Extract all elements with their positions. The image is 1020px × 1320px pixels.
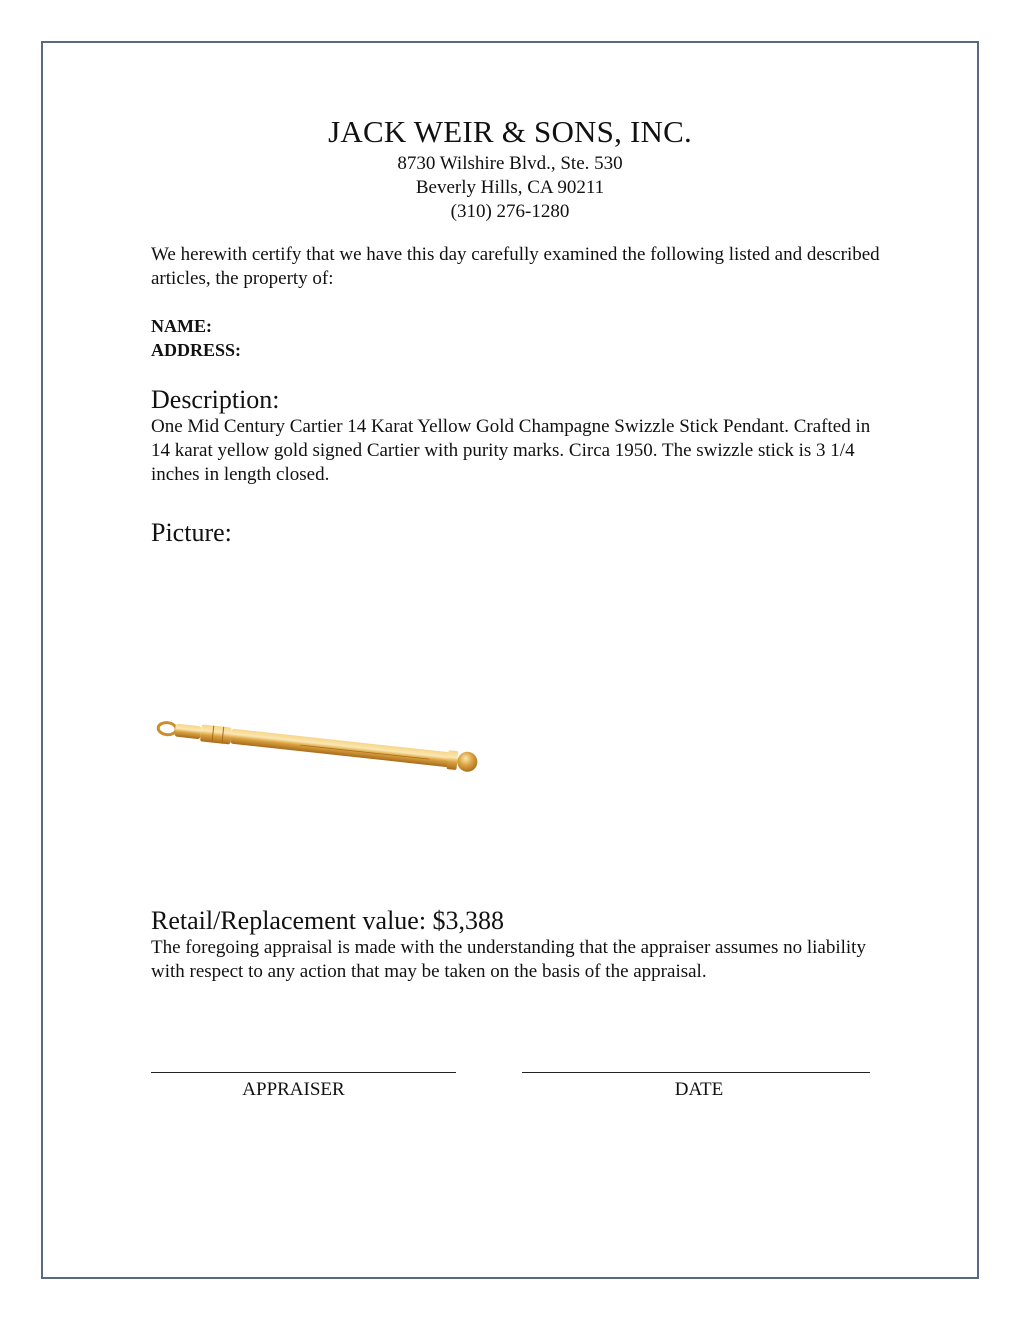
appraiser-label: APPRAISER (242, 1079, 345, 1100)
street-address: 8730 Wilshire Blvd., Ste. 530 (397, 153, 623, 174)
description-text: One Mid Century Cartier 14 Karat Yellow Gold Champagne Swizzle Stick Pendant. Crafted in 14 karat yellow gold signed Cartier with purity marks. Circa 1950. The swizzle stick is 3 1/4 inches in length closed. (151, 416, 871, 485)
description-heading: Description: (151, 385, 280, 414)
picture-heading: Picture: (151, 518, 232, 547)
appraiser-signature-line (151, 1072, 456, 1073)
certification-statement: We herewith certify that we have this day carefully examined the following listed and described articles, the property of: (151, 244, 880, 289)
replacement-value-heading: Retail/Replacement value: $3,388 (151, 906, 505, 935)
liability-disclaimer: The foregoing appraisal is made with the understanding that the appraiser assumes no liability with respect to any action that may be taken on the basis of the appraisal. (151, 937, 866, 982)
phone-number: (310) 276-1280 (450, 201, 570, 222)
name-label: NAME: (151, 316, 212, 336)
item-picture (151, 560, 491, 900)
company-name: JACK WEIR & SONS, INC. (328, 114, 692, 149)
date-signature-line (522, 1072, 870, 1073)
date-label: DATE (674, 1079, 724, 1100)
city-state-zip: Beverly Hills, CA 90211 (415, 177, 605, 198)
letterhead (0, 112, 1020, 224)
address-label: ADDRESS: (151, 340, 242, 360)
gold-swizzle-stick-image (151, 560, 491, 900)
